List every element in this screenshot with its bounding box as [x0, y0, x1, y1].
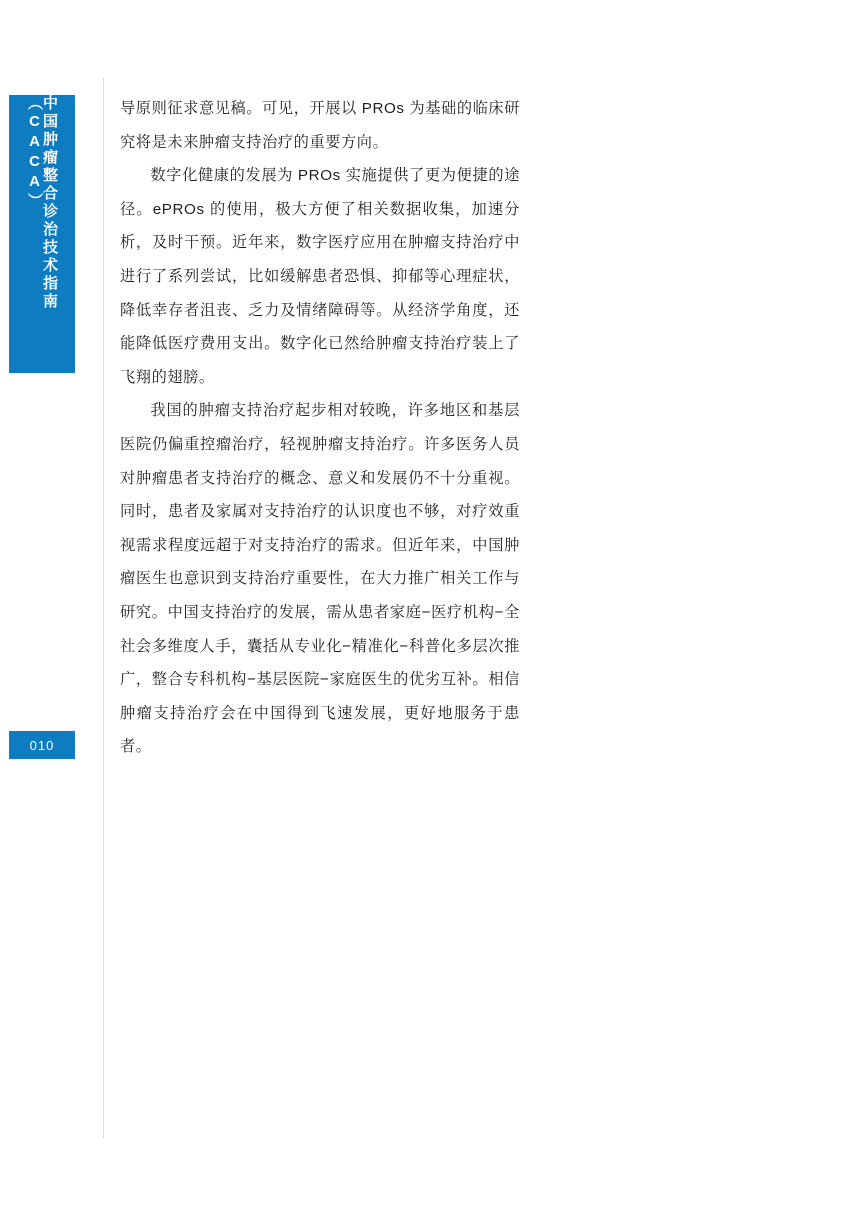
column-rule-divider — [103, 78, 104, 1138]
paragraph-china-status: 我国的肿瘤支持治疗起步相对较晚，许多地区和基层医院仍偏重控瘤治疗，轻视肿瘤支持治疗。许多医务人员对肿瘤患者支持治疗的概念、意义和发展仍不十分重视。同时，患者及家属对支持治疗的认识度也不够，对疗效重视需求程度远超于对支持治疗的需求。但近年来，中国肿瘤医生也意识到支持治疗重要性，在大力推广相关工作与研究。中国支持治疗的发展，需从患者家庭−医疗机构−全社会多维度人手，囊括从专业化−精准化−科普化多层次推广，整合专科机构−基层医院−家庭医生的优劣互补。相信肿瘤支持治疗会在中国得到飞速发展，更好地服务于患者。 — [120, 402, 520, 756]
page-folio-badge — [9, 731, 75, 759]
paragraph-continued: 导原则征求意见稿。可见，开展以 PROs 为基础的临床研究将是未来肿瘤支持治疗的重要方向。 — [120, 100, 520, 151]
side-running-title-tab — [9, 95, 75, 373]
paragraph-digital-health: 数字化健康的发展为 PROs 实施提供了更为便捷的途径。ePROs 的使用，极大方便了相关数据收集，加速分析，及时干预。近年来，数字医疗应用在肿瘤支持治疗中进行了系列尝试，比如缓解患者恐惧、抑郁等心理症状，降低幸存者沮丧、乏力及情绪障碍等。从经济学角度，还能降低医疗费用支出。数字化已然给肿瘤支持治疗装上了飞翔的翅膀。 — [120, 167, 520, 386]
side-running-title-text: 中国肿瘤整合诊治技术指南（CACA） — [26, 95, 58, 311]
page-number: 010 — [29, 737, 55, 753]
body-text-column — [120, 92, 520, 764]
